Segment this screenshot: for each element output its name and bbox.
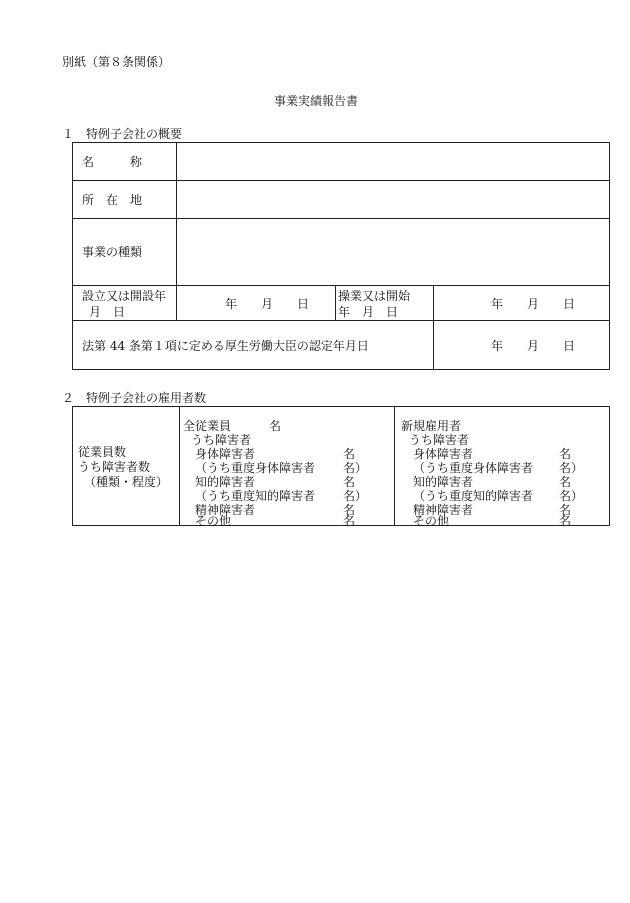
all-severe-physical-label: （うち重度身体障害者: [195, 461, 316, 475]
operation-label-line2: 年 月 日: [338, 305, 399, 319]
all-physical-unit: 名: [343, 447, 356, 461]
new-disabled-subtitle: うち障害者: [409, 433, 470, 447]
all-mental-unit: 名: [343, 503, 356, 517]
all-other-label: その他: [195, 514, 232, 528]
all-intellectual-label: 知的障害者: [195, 475, 256, 489]
new-other-label: その他: [413, 514, 450, 528]
company-overview-table: [72, 142, 610, 370]
all-disabled-subtitle: うち障害者: [191, 433, 252, 447]
name-label: 名 称: [82, 155, 143, 169]
all-severe-physical-unit: 名）: [343, 461, 368, 475]
table-divider: [179, 407, 180, 525]
new-severe-intellectual-label: （うち重度知的障害者: [413, 489, 534, 503]
all-mental-label: 精神障害者: [195, 503, 256, 517]
established-label: 設立又は開設年: [82, 289, 167, 303]
all-severe-intellectual-unit: 名）: [343, 489, 368, 503]
new-mental-label: 精神障害者: [413, 503, 474, 517]
new-physical-label: 身体障害者: [413, 447, 474, 461]
new-hires-title: 新規雇用者: [401, 419, 462, 433]
employees-label: 従業員数: [78, 445, 127, 459]
table-divider: [73, 320, 609, 321]
employee-count-table: [72, 406, 610, 526]
new-intellectual-unit: 名: [559, 475, 572, 489]
document-title: 事業実績報告書: [274, 94, 359, 108]
business-type-field[interactable]: [177, 219, 609, 285]
certification-label: 法第 44 条第１項に定める厚生労働大臣の認定年月日: [82, 339, 369, 353]
table-divider: [335, 285, 336, 320]
new-severe-physical-label: （うち重度身体障害者: [413, 461, 534, 475]
disabled-count-label: うち障害者数: [78, 460, 151, 474]
new-severe-intellectual-unit: 名）: [559, 489, 584, 503]
all-employees-unit: 名: [269, 419, 282, 433]
established-date[interactable]: 年 月 日: [225, 297, 310, 311]
new-mental-unit: 名: [559, 503, 572, 517]
section1-heading: １ 特例子会社の概要: [62, 127, 183, 141]
type-degree-label: （種類・程度）: [84, 475, 169, 489]
certification-date[interactable]: 年 月 日: [491, 339, 576, 353]
new-intellectual-label: 知的障害者: [413, 475, 474, 489]
table-divider: [433, 285, 434, 369]
operation-date[interactable]: 年 月 日: [491, 297, 576, 311]
established-label-line2: 月 日: [89, 305, 126, 319]
address-label: 所 在 地: [82, 193, 143, 207]
all-other-unit: 名: [343, 514, 356, 528]
operation-label: 操業又は開始: [338, 289, 411, 303]
business-type-label: 事業の種類: [82, 245, 143, 259]
new-severe-physical-unit: 名）: [559, 461, 584, 475]
section2-heading: ２ 特例子会社の雇用者数: [62, 391, 207, 405]
new-physical-unit: 名: [559, 447, 572, 461]
table-divider: [73, 285, 609, 286]
address-field[interactable]: [177, 181, 609, 218]
new-other-unit: 名: [559, 514, 572, 528]
name-field[interactable]: [177, 143, 609, 180]
attachment-label: 別紙（第８条関係）: [62, 55, 171, 69]
all-physical-label: 身体障害者: [195, 447, 256, 461]
all-severe-intellectual-label: （うち重度知的障害者: [195, 489, 316, 503]
all-employees-title: 全従業員: [183, 419, 232, 433]
table-divider: [394, 407, 395, 525]
all-intellectual-unit: 名: [343, 475, 356, 489]
